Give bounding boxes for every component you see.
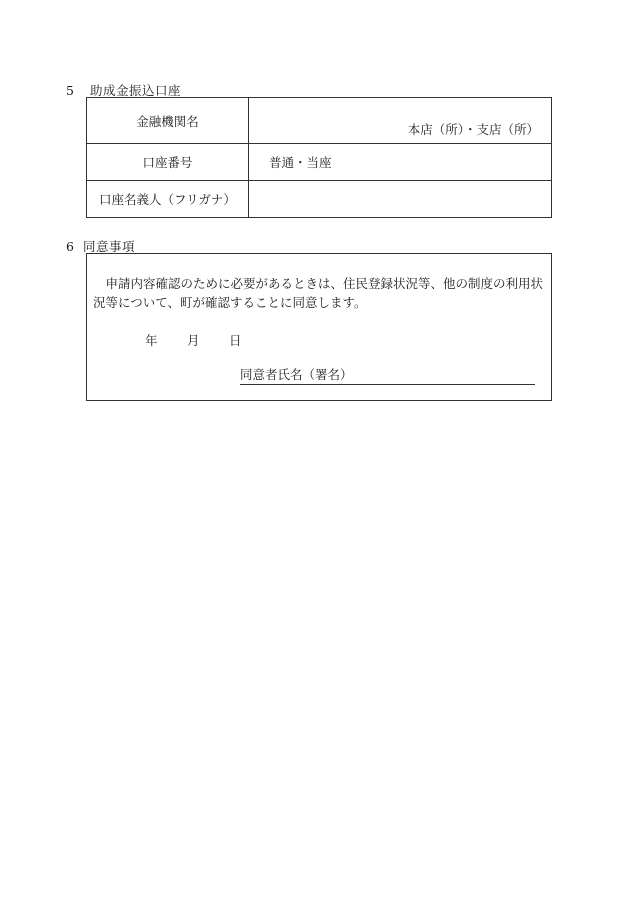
section-title: 同意事項: [83, 239, 136, 254]
account-number-label: 口座番号: [87, 144, 249, 181]
table-row: [87, 181, 552, 218]
consent-box: [86, 253, 552, 401]
date-line[interactable]: [145, 331, 242, 349]
bank-name-field[interactable]: [249, 98, 552, 144]
account-type-options[interactable]: 普通・当座: [249, 144, 552, 181]
month-label: 月: [187, 333, 200, 348]
bank-name-label: 金融機関名: [87, 98, 249, 144]
bank-account-table: [86, 97, 552, 218]
table-row: [87, 98, 552, 144]
section-title: 助成金振込口座: [90, 83, 182, 98]
year-label: 年: [145, 333, 158, 348]
day-label: 日: [229, 333, 242, 348]
branch-type-options: 本店（所）・支店（所）: [407, 122, 539, 137]
signature-label: 同意者氏名（署名）: [240, 367, 353, 382]
account-holder-field[interactable]: [249, 181, 552, 218]
consent-text: 申請内容確認のために必要があるときは、住民登録状況等、他の制度の利用状況等について、町が確認することに同意します。: [93, 276, 544, 310]
signature-line[interactable]: [240, 365, 535, 385]
section-number: 6: [66, 239, 75, 254]
section-number: 5: [66, 83, 75, 98]
table-row: [87, 144, 552, 181]
account-holder-label: 口座名義人（フリガナ）: [87, 181, 249, 218]
